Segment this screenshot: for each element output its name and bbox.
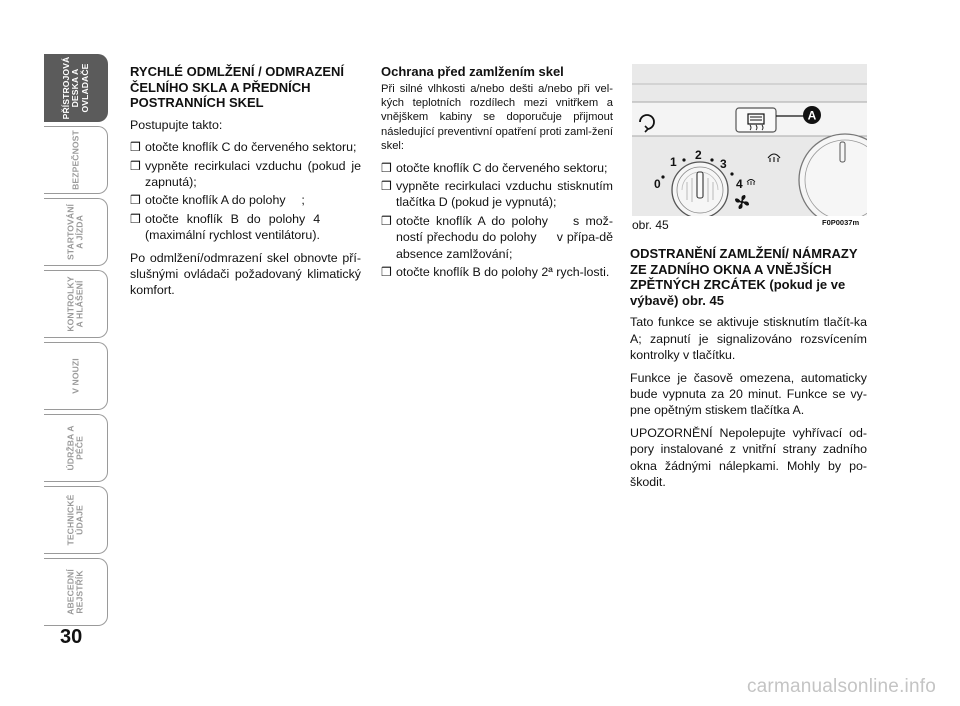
section-rear-defrost	[630, 246, 867, 496]
list-item	[381, 160, 613, 176]
paragraph: Postupujte takto:	[130, 117, 223, 132]
tab-label: ABECEDNÍ REJSTŘÍK	[65, 569, 85, 615]
list-item-text: vypněte recirkulaci vzduchu (pokud je zapnutá);	[145, 158, 361, 189]
paragraph: Funkce je časově omezena, automaticky bude vypnuta za 20 minut. Funkce se vy-pne opětným stiskem tlačítka A.	[630, 370, 867, 418]
checkbox-bullet-icon: ❒	[130, 140, 141, 155]
dial-label-1: 1	[670, 155, 677, 169]
tab-bezpecnost[interactable]	[44, 126, 108, 194]
tab-label: KONTROLKY A HLÁŠENÍ	[65, 276, 85, 332]
checkbox-bullet-icon: ❒	[381, 265, 392, 280]
section-heading: Ochrana před zamlžením skel	[381, 64, 564, 79]
tab-label: V NOUZI	[69, 358, 80, 394]
paragraph: Při silné vlhkosti a/nebo dešti a/nebo při vel-kých teplotních rozdílech mezi vnitřkem a vnějškem kabiny se doporučuje přijmout následující preventivní opatření proti zaml-žení skel:	[381, 82, 613, 153]
list-item-text: otočte knoflík C do červeného sektoru;	[145, 140, 357, 155]
list-item-text: otočte knoflík B do polohy 2ª rych-losti.	[396, 265, 610, 280]
tab-label: BEZPEČNOST	[69, 130, 80, 190]
rear-defrost-button-icon	[736, 108, 776, 132]
dial-label-3: 3	[720, 157, 727, 171]
section-heading: RYCHLÉ ODMLŽENÍ / ODMRAZENÍ ČELNÍHO SKLA A PŘEDNÍCH POSTRANNÍCH SKEL	[130, 64, 345, 111]
checkbox-bullet-icon: ❒	[381, 179, 392, 194]
tab-label: TECHNICKÉ ÚDAJE	[65, 494, 85, 546]
list-item-text: otočte knoflík A do polohy s mož-ností přechodu do polohy v přípa-dě absence zamlžování;	[396, 213, 613, 261]
paragraph: Po odmlžení/odmrazení skel obnovte pří-slušnými ovládači požadovaný klimatický komfort.	[130, 250, 361, 298]
checkbox-bullet-icon: ❒	[130, 211, 141, 226]
tab-udrzba[interactable]	[44, 414, 108, 482]
figure-caption: obr. 45	[632, 218, 669, 232]
watermark: carmanualsonline.info	[746, 676, 936, 697]
tab-label: ÚDRŽBA A PÉČE	[65, 425, 85, 471]
list-item-text: otočte knoflík A do polohy ;	[145, 193, 305, 208]
list-item-text: vypněte recirkulaci vzduchu stisknutím tlačítka D (pokud je vypnutá);	[396, 179, 613, 210]
checkbox-bullet-icon: ❒	[130, 193, 141, 208]
section-quick-defrost	[130, 64, 361, 305]
list-item	[130, 192, 361, 208]
list-item	[130, 139, 361, 155]
figure-code: F0P0037m	[822, 218, 860, 227]
list-item-text: otočte knoflík C do červeného sektoru;	[396, 160, 608, 175]
checkbox-bullet-icon: ❒	[130, 158, 141, 173]
climate-panel-illustration	[632, 64, 867, 216]
tab-pristrojova-deska[interactable]	[44, 54, 108, 122]
section-heading: ODSTRANĚNÍ ZAMLŽENÍ/ NÁMRAZY ZE ZADNÍHO OKNA A VNĚJŠÍCH ZPĚTNÝCH ZRCÁTEK (pokud je ve výbavě) obr. 45	[630, 246, 858, 308]
callout-label: A	[807, 108, 817, 123]
figure-climate-panel	[632, 64, 867, 216]
list-item	[381, 178, 613, 211]
list-item	[381, 264, 613, 280]
dial-label-4: 4	[736, 177, 743, 191]
tab-v-nouzi[interactable]	[44, 342, 108, 410]
dial-label-0: 0	[654, 177, 661, 191]
list-item-text: otočte knoflík B do polohy 4 (maximální rychlost ventilátoru).	[145, 211, 361, 243]
list-item	[381, 213, 613, 262]
paragraph: Tato funkce se aktivuje stisknutím tlačít-ka A; zapnutí je signalizováno rozsvícením kontrolky v tlačítku.	[630, 315, 867, 363]
tab-kontrolky[interactable]	[44, 270, 108, 338]
tab-startovani[interactable]	[44, 198, 108, 266]
page-number: 30	[60, 626, 83, 648]
list-item	[130, 211, 361, 244]
tab-label: PŘÍSTROJOVÁ DESKA A OVLADAČE	[60, 56, 90, 120]
checkbox-bullet-icon: ❒	[381, 160, 392, 175]
list-item	[130, 158, 361, 191]
dial-label-2: 2	[695, 148, 702, 162]
checkbox-bullet-icon: ❒	[381, 213, 392, 228]
tab-technicke-udaje[interactable]	[44, 486, 108, 554]
paragraph: UPOZORNĚNÍ Nepolepujte vyhřívací od-pory instalované z vnitřní strany zadního okna žádnými nálepkami. Mohly by po-škodit.	[630, 425, 867, 490]
tab-abecedni-rejstrik[interactable]	[44, 558, 108, 626]
tab-label: STARTOVÁNÍ A JÍZDA	[65, 203, 85, 261]
section-fog-protection	[381, 64, 613, 282]
